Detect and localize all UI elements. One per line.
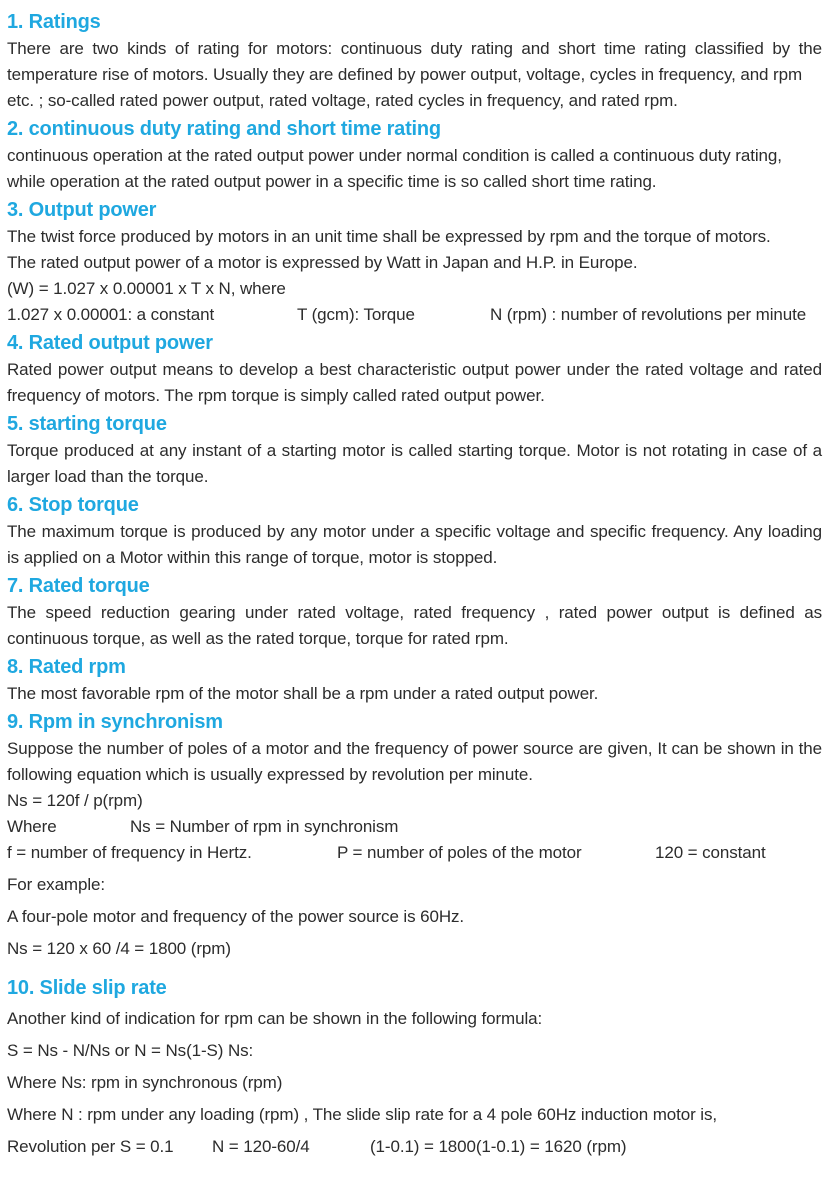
- row-cell: Revolution per S = 0.1: [7, 1137, 174, 1156]
- row-cell: N = 120-60/4: [212, 1137, 310, 1156]
- section-rpm-in-synchronism-heading: 9. Rpm in synchronism: [7, 711, 223, 733]
- section-continuous-duty-rating: [7, 117, 822, 195]
- formula-line: Ns = 120 x 60 /4 = 1800 (rpm): [7, 939, 231, 958]
- paragraph: Suppose the number of poles of a motor and the frequency of power source are given, It can be shown in the following equation which is usually expressed by revolution per minute.: [7, 739, 822, 784]
- paragraph: Where Ns: rpm in synchronous (rpm): [7, 1073, 283, 1092]
- section-slide-slip-rate-heading: 10. Slide slip rate: [7, 977, 167, 999]
- section-stop-torque: [7, 493, 822, 571]
- row-cell: (1-0.1) = 1800(1-0.1) = 1620 (rpm): [370, 1137, 627, 1156]
- section-slide-slip-rate: [7, 976, 822, 1160]
- paragraph: Another kind of indication for rpm can be shown in the following formula:: [7, 1009, 543, 1028]
- paragraph: The twist force produced by motors in an unit time shall be expressed by rpm and the torque of motors.: [7, 227, 771, 246]
- paragraph: The maximum torque is produced by any motor under a specific voltage and specific frequency. Any loading is applied on a Motor within this range of torque, motor is stopped.: [7, 522, 822, 567]
- row-cell: 1.027 x 0.00001: a constant: [7, 305, 215, 324]
- row-cell: 120 = constant: [655, 843, 766, 862]
- row-cell: P = number of poles of the motor: [337, 843, 582, 862]
- paragraph: Where N : rpm under any loading (rpm) , The slide slip rate for a 4 pole 60Hz induction motor is,: [7, 1105, 717, 1124]
- paragraph: The rated output power of a motor is expressed by Watt in Japan and H.P. in Europe.: [7, 253, 638, 272]
- row-cell: f = number of frequency in Hertz.: [7, 843, 252, 862]
- section-stop-torque-heading: 6. Stop torque: [7, 494, 139, 516]
- row-cell: T (gcm): Torque: [297, 305, 415, 324]
- section-continuous-duty-rating-heading: 2. continuous duty rating and short time rating: [7, 118, 441, 140]
- section-starting-torque: [7, 412, 822, 490]
- paragraph: A four-pole motor and frequency of the power source is 60Hz.: [7, 907, 465, 926]
- row-cell: N (rpm) : number of revolutions per minute: [490, 305, 807, 324]
- variables-definition-row: [7, 840, 822, 866]
- section-output-power-heading: 3. Output power: [7, 199, 157, 221]
- constants-definition-row: [7, 302, 822, 328]
- section-rpm-in-synchronism: [7, 710, 822, 962]
- section-ratings: [7, 10, 822, 114]
- section-rated-rpm-heading: 8. Rated rpm: [7, 656, 126, 678]
- section-rated-torque: [7, 574, 822, 652]
- section-output-power: [7, 198, 822, 328]
- section-starting-torque-heading: 5. starting torque: [7, 413, 167, 435]
- section-ratings-heading: 1. Ratings: [7, 11, 101, 33]
- row-cell: Where: [7, 817, 57, 836]
- paragraph: continuous operation at the rated output power under normal condition is called a continuous duty rating,: [7, 146, 782, 165]
- paragraph: For example:: [7, 875, 106, 894]
- formula-line: Ns = 120f / p(rpm): [7, 791, 143, 810]
- section-rated-output-power-heading: 4. Rated output power: [7, 332, 213, 354]
- row-cell: Ns = Number of rpm in synchronism: [130, 817, 399, 836]
- section-rated-output-power: [7, 331, 822, 409]
- paragraph: while operation at the rated output power in a specific time is so called short time rating.: [7, 172, 657, 191]
- formula-line: S = Ns - N/Ns or N = Ns(1-S) Ns:: [7, 1041, 254, 1060]
- paragraph: etc. ; so-called rated power output, rated voltage, rated cycles in frequency, and rated rpm.: [7, 91, 678, 110]
- section-rated-torque-heading: 7. Rated torque: [7, 575, 150, 597]
- paragraph: The most favorable rpm of the motor shall be a rpm under a rated output power.: [7, 684, 599, 703]
- slip-rate-example-row: [7, 1134, 822, 1160]
- paragraph: Rated power output means to develop a best characteristic output power under the rated voltage and rated frequency of motors. The rpm torque is simply called rated output power.: [7, 360, 822, 405]
- section-rated-rpm: [7, 655, 822, 707]
- where-definition-row: [7, 814, 822, 840]
- paragraph: Torque produced at any instant of a starting motor is called starting torque. Motor is not rotating in case of a larger load than the torque.: [7, 441, 822, 486]
- formula-line: (W) = 1.027 x 0.00001 x T x N, where: [7, 279, 286, 298]
- paragraph: There are two kinds of rating for motors: continuous duty rating and short time rating classified by the temperature rise of motors. Usually they are defined by power output, voltage, cycles in frequency, and rpm: [7, 39, 822, 84]
- paragraph: The speed reduction gearing under rated voltage, rated frequency , rated power output is defined as continuous torque, as well as the rated torque, torque for rated rpm.: [7, 603, 822, 648]
